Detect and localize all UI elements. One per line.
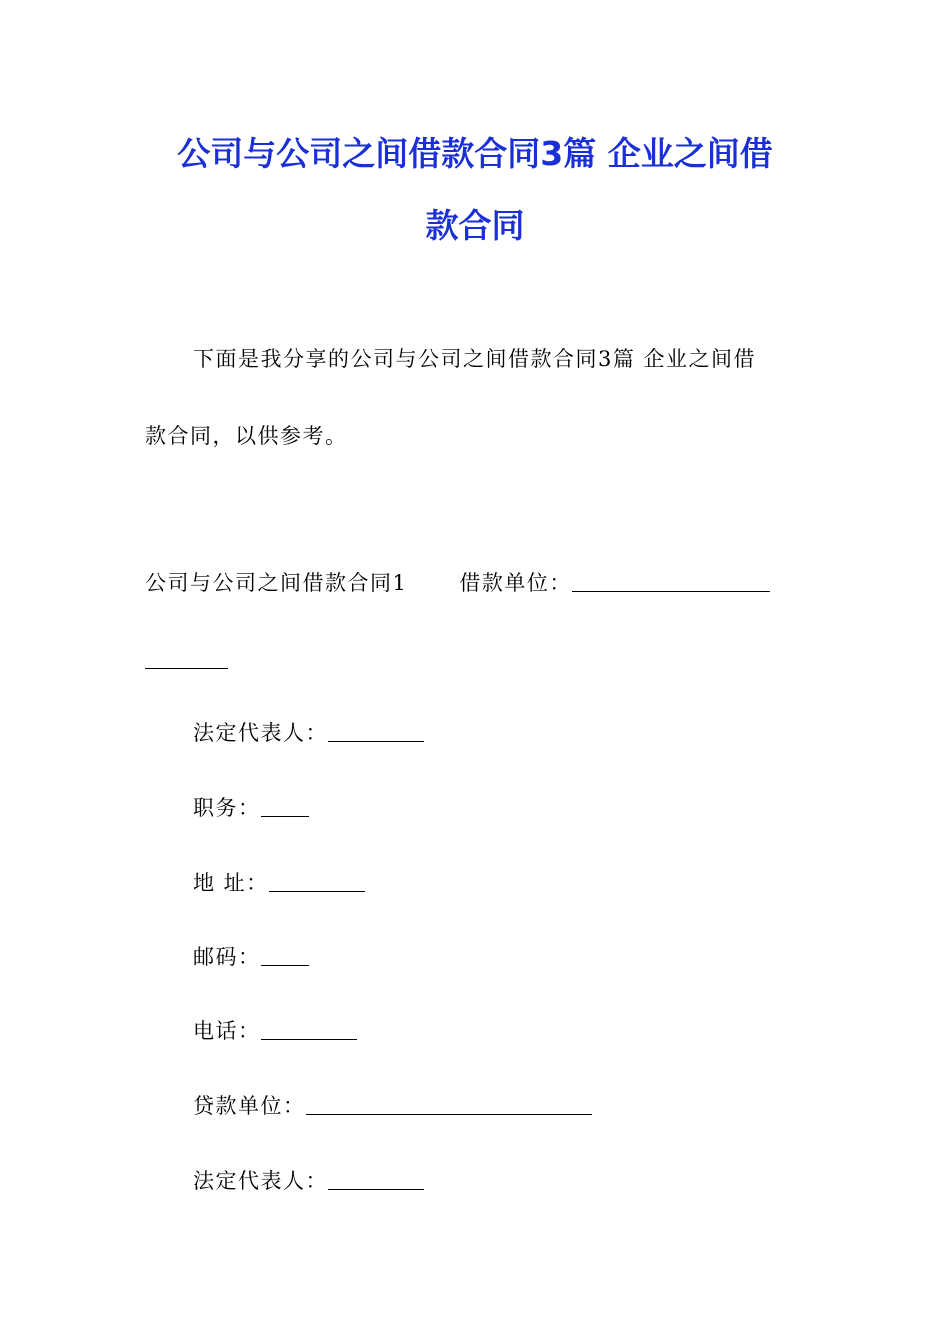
intro-paragraph-line-1: 下面是我分享的公司与公司之间借款合同3篇 企业之间借 <box>193 347 757 371</box>
borrower-label: 借款单位： <box>459 571 572 595</box>
field-label: 地 址： <box>193 871 269 895</box>
field-blank <box>328 1188 424 1190</box>
field-label: 贷款单位： <box>193 1094 306 1118</box>
intro-paragraph-line-2: 款合同，以供参考。 <box>145 424 348 448</box>
document-title-line-1: 公司与公司之间借款合同3篇 企业之间借 <box>177 134 773 173</box>
contract-heading-row <box>145 568 770 598</box>
field-label: 电话： <box>193 1019 261 1043</box>
field-label: 法定代表人： <box>193 721 328 745</box>
field-legal-representative <box>193 718 424 748</box>
field-blank <box>261 815 309 817</box>
field-blank <box>269 890 365 892</box>
field-label: 邮码： <box>193 945 261 969</box>
field-address <box>193 868 365 898</box>
field-postcode <box>193 942 309 972</box>
field-lender-legal-representative <box>193 1166 424 1196</box>
field-blank <box>328 740 424 742</box>
field-label: 职务： <box>193 796 261 820</box>
field-phone <box>193 1016 357 1046</box>
field-lender <box>193 1091 592 1121</box>
borrower-blank-continued <box>145 668 228 669</box>
contract-heading: 公司与公司之间借款合同1 <box>145 571 408 595</box>
field-blank <box>261 1038 357 1040</box>
borrower-blank <box>572 590 770 592</box>
field-position <box>193 793 309 823</box>
field-blank <box>261 964 309 966</box>
field-blank <box>306 1113 592 1115</box>
document-title-line-2: 款合同 <box>425 206 525 245</box>
field-label: 法定代表人： <box>193 1169 328 1193</box>
